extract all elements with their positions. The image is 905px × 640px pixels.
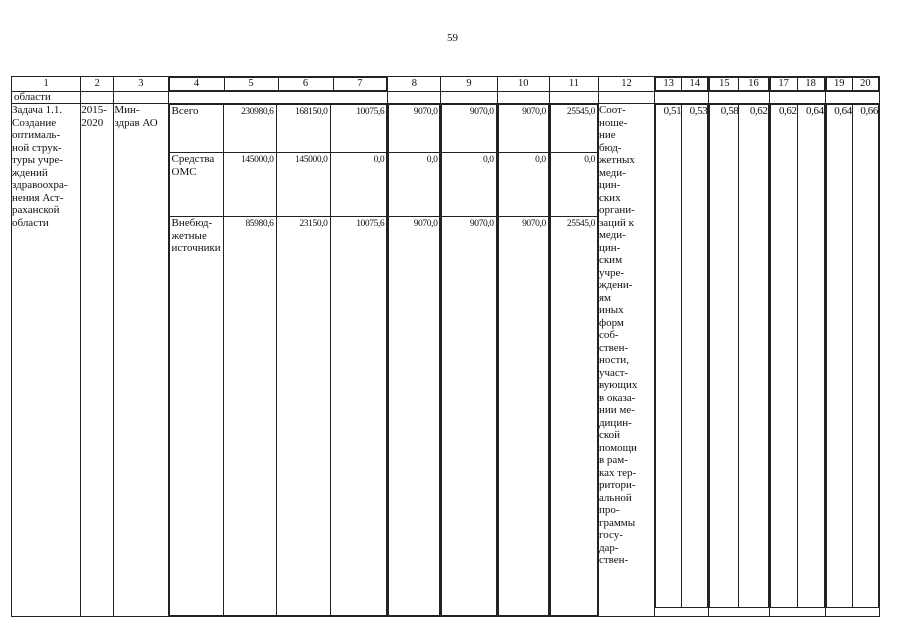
funding-value: 10075,6 bbox=[330, 105, 387, 153]
indicator-value: 0,58 bbox=[710, 105, 739, 608]
header-cell: 1 bbox=[12, 77, 81, 92]
header-cell: 11 bbox=[549, 77, 598, 92]
funding-value: 9070,0 bbox=[389, 217, 440, 616]
header-cell: 3 bbox=[114, 77, 168, 92]
header-cell: 17 bbox=[770, 78, 797, 91]
header-cell: 4 bbox=[169, 78, 224, 91]
funding-value: 0,0 bbox=[550, 153, 597, 217]
header-cell: 8 bbox=[388, 77, 441, 92]
header-cell: 7 bbox=[333, 78, 387, 91]
funding-col-8 bbox=[388, 104, 441, 617]
funding-value: 9070,0 bbox=[442, 217, 496, 616]
header-cell: 15 bbox=[710, 78, 739, 91]
header-group-15-20 bbox=[709, 77, 769, 92]
funding-value: 25545,0 bbox=[550, 105, 597, 153]
funding-value: 0,0 bbox=[330, 153, 387, 217]
header-cell: 2 bbox=[81, 77, 114, 92]
indicator-name: Соот- ноше- ние бюд- жетных меди- цин- ских органи- заций к меди- цин- ским учре- ждени- ям иных форм соб- ствен- ности, участ- вующих в оказа- нии ме- дицин- ской помощи в рам- ках тер- ритори- альной про- граммы госу- дар- ствен- bbox=[598, 104, 654, 617]
continuation-cell: области bbox=[12, 92, 81, 104]
indicator-group-15-16 bbox=[709, 104, 769, 617]
indicator-group-13-14 bbox=[655, 104, 709, 617]
funding-value: 23150,0 bbox=[276, 217, 330, 616]
funding-value: 85980,6 bbox=[223, 217, 276, 616]
task-executor: Мин- здрав АО bbox=[114, 104, 168, 617]
funding-col-9 bbox=[441, 104, 497, 617]
header-cell: 20 bbox=[852, 78, 878, 91]
funding-source: Всего bbox=[169, 105, 223, 153]
header-cell: 10 bbox=[497, 77, 549, 92]
header-group-4-11 bbox=[168, 77, 388, 92]
header-cell: 14 bbox=[682, 78, 708, 91]
header-cell: 13 bbox=[656, 78, 682, 91]
program-table bbox=[11, 76, 880, 617]
indicator-value: 0,64 bbox=[826, 105, 852, 608]
header-cell: 19 bbox=[826, 78, 852, 91]
funding-source: Внебюд- жетные источники bbox=[169, 217, 223, 616]
funding-value: 145000,0 bbox=[223, 153, 276, 217]
indicator-value: 0,66 bbox=[852, 105, 878, 608]
funding-value: 10075,6 bbox=[330, 217, 387, 616]
funding-value: 9070,0 bbox=[498, 217, 548, 616]
header-cell: 18 bbox=[797, 78, 824, 91]
funding-block bbox=[168, 104, 388, 617]
header-cell: 16 bbox=[739, 78, 768, 91]
task-years: 2015- 2020 bbox=[81, 104, 114, 617]
funding-row-extrabudget bbox=[169, 217, 387, 616]
header-group-17-20 bbox=[769, 77, 825, 92]
indicator-value: 0,62 bbox=[739, 105, 768, 608]
funding-row-total bbox=[169, 105, 387, 153]
funding-value: 9070,0 bbox=[498, 105, 548, 153]
funding-col-10 bbox=[497, 104, 549, 617]
indicator-value: 0,64 bbox=[797, 105, 824, 608]
header-row bbox=[12, 77, 880, 92]
funding-value: 25545,0 bbox=[550, 217, 597, 616]
header-cell: 5 bbox=[224, 78, 278, 91]
page-number: 59 bbox=[447, 32, 458, 44]
indicator-value: 0,51 bbox=[656, 105, 682, 608]
funding-value: 0,0 bbox=[442, 153, 496, 217]
header-group-13-20 bbox=[655, 77, 709, 92]
funding-value: 145000,0 bbox=[276, 153, 330, 217]
header-cell: 12 bbox=[598, 77, 654, 92]
funding-value: 9070,0 bbox=[442, 105, 496, 153]
task-name: Задача 1.1. Создание оптималь- ной струк- туры учре- ждений здравоохра- нения Аст- раханской области bbox=[12, 104, 81, 617]
header-group-19-20 bbox=[825, 77, 879, 92]
funding-value: 9070,0 bbox=[389, 105, 440, 153]
funding-value: 230980,6 bbox=[223, 105, 276, 153]
funding-col-11 bbox=[549, 104, 598, 617]
header-cell: 9 bbox=[441, 77, 497, 92]
indicator-group-17-18 bbox=[769, 104, 825, 617]
indicator-value: 0,62 bbox=[770, 105, 797, 608]
indicator-value: 0,53 bbox=[682, 105, 708, 608]
funding-source: Средства ОМС bbox=[169, 153, 223, 217]
funding-row-oms bbox=[169, 153, 387, 217]
funding-value: 0,0 bbox=[389, 153, 440, 217]
task-row bbox=[12, 104, 880, 617]
funding-value: 0,0 bbox=[498, 153, 548, 217]
continuation-row bbox=[12, 92, 880, 104]
indicator-group-19-20 bbox=[825, 104, 879, 617]
header-cell: 6 bbox=[278, 78, 333, 91]
funding-value: 168150,0 bbox=[276, 105, 330, 153]
